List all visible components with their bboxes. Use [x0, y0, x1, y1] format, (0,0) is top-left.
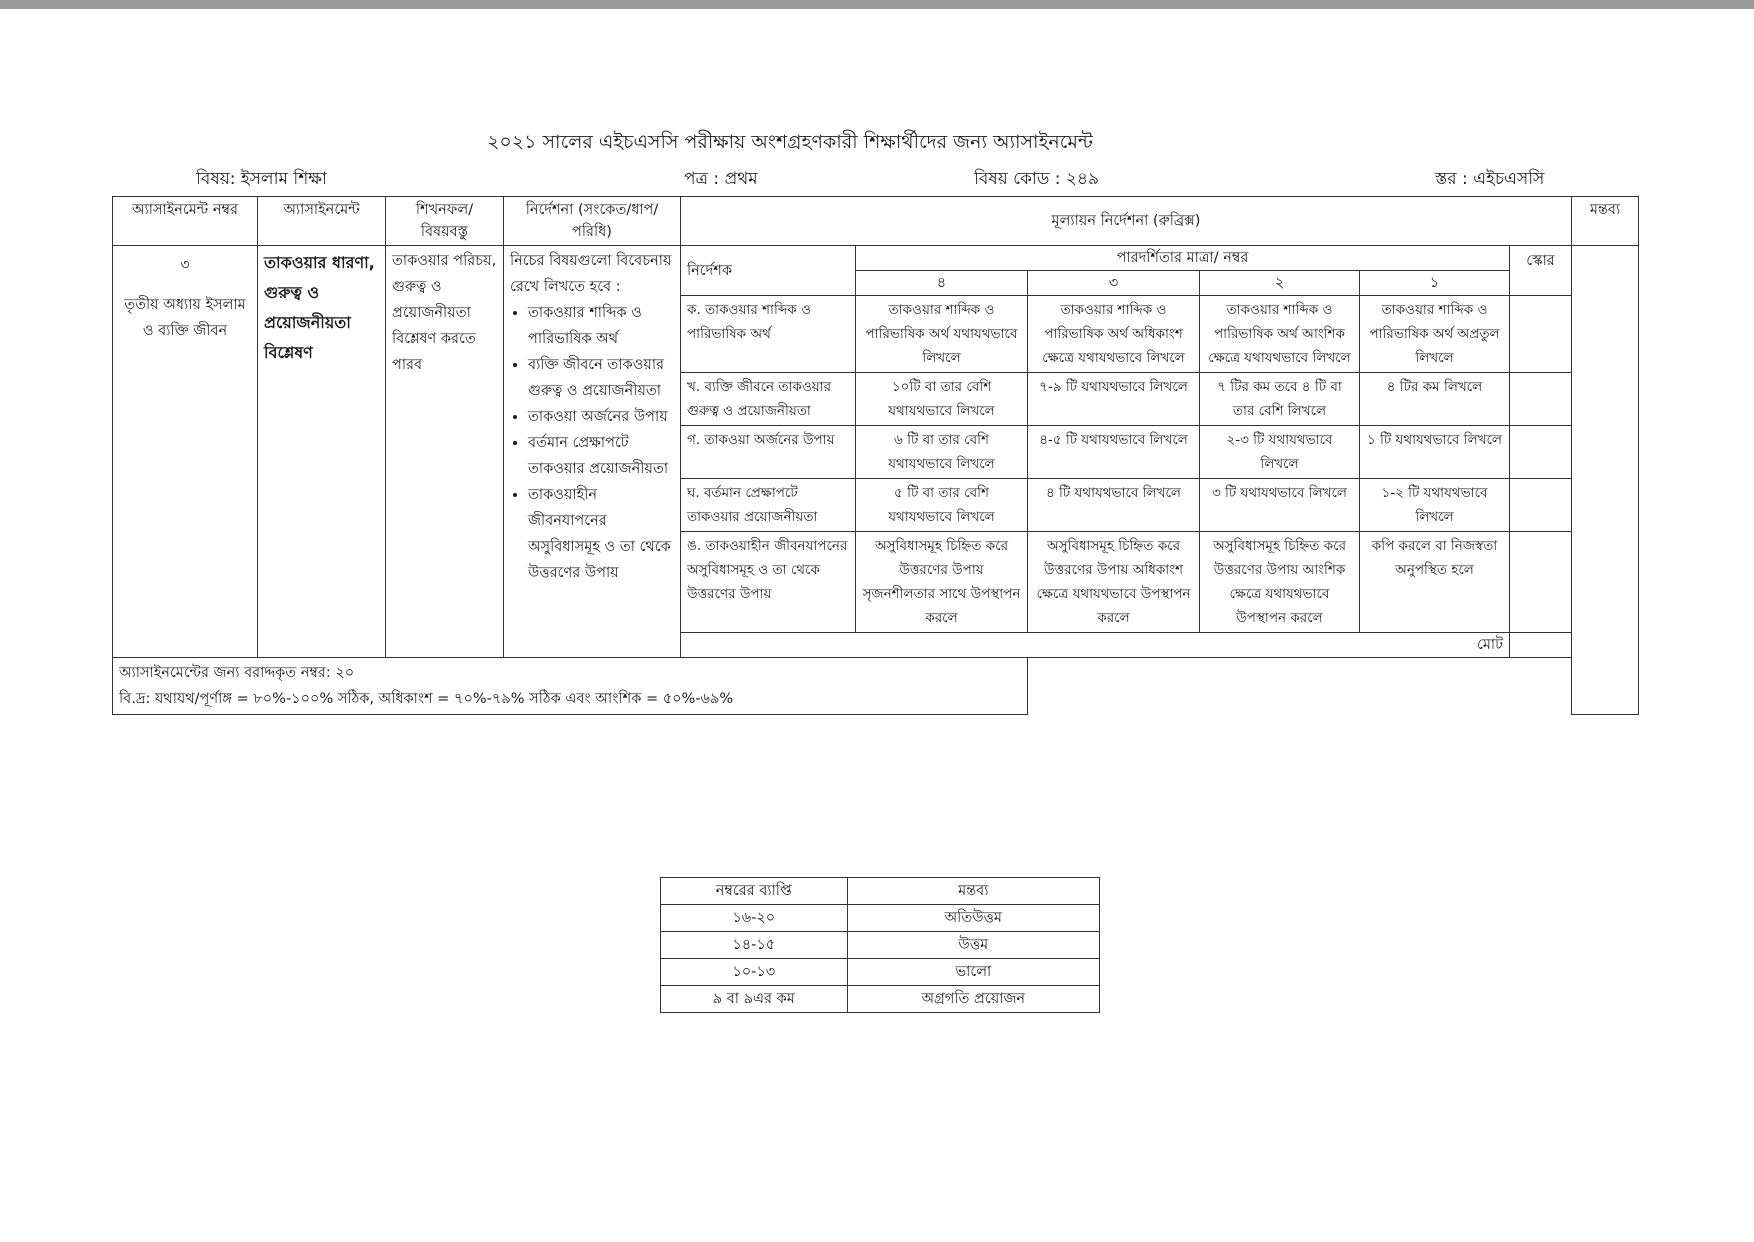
- level-2: ২: [1200, 271, 1360, 296]
- grade-table: [660, 877, 1100, 1013]
- grade-header-range: নম্বরের ব্যাপ্তি: [661, 878, 848, 905]
- assignment-number-cell: [113, 246, 258, 658]
- rubric-level-2: ৭ টির কম তবে ৪ টি বা তার বেশি লিখলে: [1200, 373, 1360, 426]
- note: বি.দ্র: যথাযথ/পূর্ণাঙ্গ = ৮০%-১০০% সঠিক, অধিকাংশ = ৭০%-৭৯% সঠিক এবং আংশিক = ৫০%-৬৯%: [119, 691, 734, 707]
- rubric-score: [1510, 296, 1572, 373]
- paper-label: পত্র : প্রথম: [684, 169, 758, 189]
- grade-row: [661, 932, 1100, 959]
- rubric-level-1: ১ টি যথাযথভাবে লিখলে: [1360, 426, 1510, 479]
- proficiency-header: পারদর্শিতার মাত্রা/ নম্বর: [856, 246, 1510, 271]
- instruction-intro: নিচের বিষয়গুলো বিবেচনায় রেখে লিখতে হবে :: [510, 253, 672, 295]
- level-4: ৪: [856, 271, 1028, 296]
- instruction-list: [510, 300, 674, 586]
- rubric-level-3: ৪-৫ টি যথাযথভাবে লিখলে: [1028, 426, 1200, 479]
- scan-top-edge: [0, 0, 1754, 9]
- grade-row: [661, 959, 1100, 986]
- instruction-item: • ব্যক্তি জীবনে তাকওয়ার গুরুত্ব ও প্রয়োজনীয়তা: [528, 352, 674, 404]
- chapter-title: তৃতীয় অধ্যায় ইসলাম ও ব্যক্তি জীবন: [124, 297, 246, 339]
- score-header: স্কোর: [1510, 246, 1572, 296]
- rubric-level-3: তাকওয়ার শাব্দিক ও পারিভাষিক অর্থ অধিকাংশ ক্ষেত্রে যথাযথভাবে লিখলে: [1028, 296, 1200, 373]
- document-title: ২০২১ সালের এইচএসসি পরীক্ষায় অংশগ্রহণকারী শিক্ষার্থীদের জন্য অ্যাসাইনমেন্ট: [487, 131, 1093, 153]
- total-score: [1510, 633, 1572, 658]
- rubric-indicator: ঘ. বর্তমান প্রেক্ষাপটে তাকওয়ার প্রয়োজনীয়তা: [681, 479, 856, 532]
- level-label: স্তর : এইচএসসি: [1435, 169, 1545, 189]
- header-rubric: মূল্যায়ন নির্দেশনা (রুব্রিক্স): [681, 197, 1572, 246]
- rubric-level-4: ৫ টি বা তার বেশি যথাযথভাবে লিখলে: [856, 479, 1028, 532]
- header-remarks: মন্তব্য: [1572, 197, 1639, 246]
- grade-header-row: [661, 878, 1100, 905]
- instruction-item: • তাকওয়ার শাব্দিক ও পারিভাষিক অর্থ: [528, 300, 674, 352]
- subject-label: বিষয়: ইসলাম শিক্ষা: [196, 169, 327, 189]
- header-learning-outcome: শিখনফল/ বিষয়বস্তু: [386, 197, 504, 246]
- instruction-item: • তাকওয়াহীন জীবনযাপনের অসুবিধাসমূহ ও তা থেকে উত্তরণের উপায়: [528, 482, 674, 586]
- rubric-level-1: কপি করলে বা নিজস্বতা অনুপস্থিত হলে: [1360, 532, 1510, 633]
- total-label: মোট: [681, 633, 1510, 658]
- header-instruction: নির্দেশনা (সংকেত/ধাপ/পরিধি): [504, 197, 681, 246]
- header-assignment-no: অ্যাসাইনমেন্ট নম্বর: [113, 197, 258, 246]
- footer-notes: [113, 658, 1028, 715]
- rubric-level-1: তাকওয়ার শাব্দিক ও পারিভাষিক অর্থ অপ্রতুল লিখলে: [1360, 296, 1510, 373]
- grade-range: ১৪-১৫: [661, 932, 848, 959]
- rubric-indicator: ঙ. তাকওয়াহীন জীবনযাপনের অসুবিধাসমূহ ও তা থেকে উত্তরণের উপায়: [681, 532, 856, 633]
- header-row: [113, 197, 1639, 246]
- grade-remark: অতিউত্তম: [847, 905, 1099, 932]
- rubric-indicator: খ. ব্যক্তি জীবনে তাকওয়ার গুরুত্ব ও প্রয়োজনীয়তা: [681, 373, 856, 426]
- rubric-level-2: ৩ টি যথাযথভাবে লিখলে: [1200, 479, 1360, 532]
- allotted-marks: অ্যাসাইনমেন্টের জন্য বরাদ্দকৃত নম্বর: ২০: [119, 665, 355, 681]
- instruction-item: • বর্তমান প্রেক্ষাপটে তাকওয়ার প্রয়োজনীয়তা: [528, 430, 674, 482]
- rubric-level-2: ২-৩ টি যথাযথভাবে লিখলে: [1200, 426, 1360, 479]
- rubric-level-2: তাকওয়ার শাব্দিক ও পারিভাষিক অর্থ আংশিক ক্ষেত্রে যথাযথভাবে লিখলে: [1200, 296, 1360, 373]
- rubric-level-3: ৭-৯ টি যথাযথভাবে লিখলে: [1028, 373, 1200, 426]
- grade-range: ১০-১৩: [661, 959, 848, 986]
- rubric-level-2: অসুবিধাসমূহ চিহ্নিত করে উত্তরণের উপায় আংশিক ক্ষেত্রে যথাযথভাবে উপস্থাপন করলে: [1200, 532, 1360, 633]
- rubric-indicator: ক. তাকওয়ার শাব্দিক ও পারিভাষিক অর্থ: [681, 296, 856, 373]
- indicator-header: নির্দেশক: [681, 246, 856, 296]
- level-1: ১: [1360, 271, 1510, 296]
- footer-row: [113, 658, 1639, 715]
- grade-row: [661, 986, 1100, 1013]
- assignment-table: [112, 196, 1639, 715]
- grade-range: ৯ বা ৯এর কম: [661, 986, 848, 1013]
- rubric-level-4: অসুবিধাসমূহ চিহ্নিত করে উত্তরণের উপায় সৃজনশীলতার সাথে উপস্থাপন করলে: [856, 532, 1028, 633]
- rubric-score: [1510, 532, 1572, 633]
- rubric-level-3: ৪ টি যথাযথভাবে লিখলে: [1028, 479, 1200, 532]
- instruction-cell: [504, 246, 681, 658]
- rubric-header-row: [113, 246, 1639, 271]
- rubric-level-4: ১০টি বা তার বেশি যথাযথভাবে লিখলে: [856, 373, 1028, 426]
- grade-remark: অগ্রগতি প্রয়োজন: [847, 986, 1099, 1013]
- subject-code-label: বিষয় কোড : ২৪৯: [974, 169, 1100, 189]
- instruction-item: • তাকওয়া অর্জনের উপায়: [528, 404, 674, 430]
- grade-remark: উত্তম: [847, 932, 1099, 959]
- rubric-score: [1510, 426, 1572, 479]
- remarks-cell: [1572, 246, 1639, 715]
- rubric-level-1: ৪ টির কম লিখলে: [1360, 373, 1510, 426]
- rubric-level-4: তাকওয়ার শাব্দিক ও পারিভাষিক অর্থ যথাযথভাবে লিখলে: [856, 296, 1028, 373]
- rubric-score: [1510, 373, 1572, 426]
- rubric-level-3: অসুবিধাসমূহ চিহ্নিত করে উত্তরণের উপায় অধিকাংশ ক্ষেত্রে যথাযথভাবে উপস্থাপন করলে: [1028, 532, 1200, 633]
- grade-row: [661, 905, 1100, 932]
- header-assignment: অ্যাসাইনমেন্ট: [258, 197, 386, 246]
- grade-remark: ভালো: [847, 959, 1099, 986]
- grade-range: ১৬-২০: [661, 905, 848, 932]
- assignment-number: ৩: [180, 257, 190, 273]
- rubric-indicator: গ. তাকওয়া অর্জনের উপায়: [681, 426, 856, 479]
- rubric-score: [1510, 479, 1572, 532]
- rubric-level-1: ১-২ টি যথাযথভাবে লিখলে: [1360, 479, 1510, 532]
- assignment-topic: তাকওয়ার ধারণা, গুরুত্ব ও প্রয়োজনীয়তা বিশ্লেষণ: [258, 246, 386, 658]
- learning-outcome: তাকওয়ার পরিচয়, গুরুত্ব ও প্রয়োজনীয়তা বিশ্লেষণ করতে পারব: [386, 246, 504, 658]
- level-3: ৩: [1028, 271, 1200, 296]
- grade-header-remarks: মন্তব্য: [847, 878, 1099, 905]
- rubric-level-4: ৬ টি বা তার বেশি যথাযথভাবে লিখলে: [856, 426, 1028, 479]
